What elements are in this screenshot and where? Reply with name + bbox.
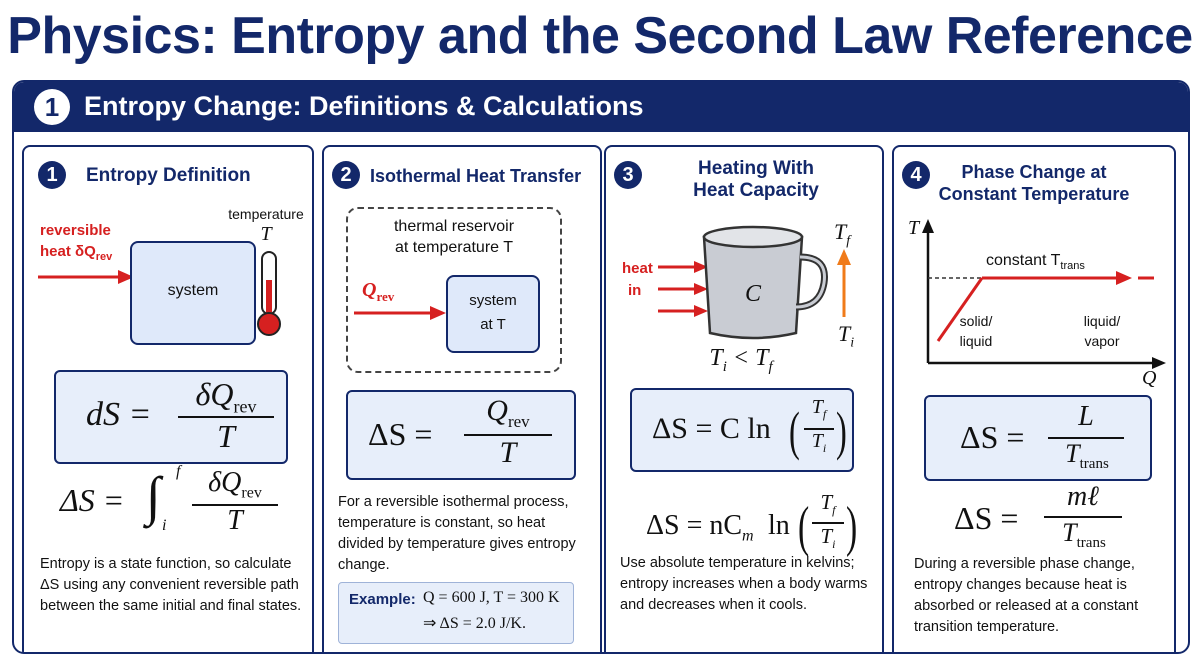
- system-label-2: at T: [480, 316, 506, 333]
- heat-label-sub: rev: [95, 251, 113, 263]
- x-axis-label: Q: [1142, 367, 1157, 389]
- panel-title-line2: Heat Capacity: [693, 180, 819, 201]
- heat-arrow-icon: [38, 267, 134, 287]
- integral-denominator: T: [227, 505, 243, 536]
- thermometer-icon: [254, 250, 284, 340]
- plateau-label: constant $T_{trans}$: [986, 252, 1085, 273]
- panel-isothermal: [322, 145, 602, 654]
- initial-temp-label: $T_i$: [838, 321, 855, 351]
- reservoir-label-1: thermal reservoir: [393, 218, 515, 235]
- section-number-badge: 1: [34, 89, 70, 125]
- system-label-1: system: [469, 292, 517, 309]
- phase-diagram-icon: [904, 217, 1169, 392]
- temperature-rise-arrow-icon: [834, 249, 854, 319]
- q-rev-label: $Q_{rev}$: [362, 279, 395, 304]
- example-label: Example:: [349, 591, 416, 608]
- formula-box-phase-change: [924, 395, 1152, 481]
- example-box: [338, 582, 574, 644]
- system-label: system: [167, 282, 219, 299]
- integral-lower: i: [162, 517, 167, 534]
- section-frame: [12, 80, 1190, 654]
- formula-second-numerator: mℓ: [1067, 481, 1099, 512]
- panel-description: Entropy is a state function, so calculate ΔS using any convenient reversible path between the same initial and final states.: [40, 556, 302, 614]
- formula-second-ln: ln: [768, 510, 790, 541]
- formula-second-denominator: $T_{trans}$: [1062, 518, 1106, 552]
- panel-number-badge: 3: [614, 161, 642, 189]
- formula-denominator: $T_{trans}$: [1065, 439, 1109, 473]
- formula-box-definition: [54, 370, 288, 464]
- paren-close: ): [846, 496, 858, 558]
- formula-second-numerator: $T_f$: [820, 490, 836, 518]
- temperature-symbol: T: [260, 223, 272, 245]
- panel-description: During a reversible phase change, entropy changes because heat is absorbed or released at a constant transition temperature.: [914, 556, 1139, 635]
- heat-in-label-2: in: [628, 282, 642, 299]
- heat-label: [40, 221, 111, 241]
- formula-lhs: ΔS =: [368, 416, 433, 452]
- system-box: [446, 275, 540, 353]
- formula-second-denominator: $T_i$: [820, 524, 836, 552]
- paren-open: (: [789, 401, 800, 461]
- reservoir-label-2: at temperature T: [395, 239, 513, 256]
- formula-denominator: T: [499, 436, 517, 469]
- formula-denominator: $T_i$: [811, 430, 827, 455]
- formula-box-heat-capacity: [630, 388, 854, 472]
- final-temp-label: $T_f$: [834, 219, 851, 249]
- formula-numerator: $Q_{rev}$: [486, 394, 530, 431]
- example-given: Q = 600 J, T = 300 K: [423, 589, 560, 606]
- panel-entropy-definition: [22, 145, 314, 654]
- panel-heat-capacity: [604, 145, 884, 654]
- temperature-label: temperature: [228, 206, 304, 222]
- example-result: ⇒ ΔS = 2.0 J/K.: [423, 615, 526, 632]
- formula-numerator: $\delta Q_{rev}$: [195, 376, 257, 417]
- formula-second-lhs: ΔS =: [954, 500, 1019, 536]
- formula-lhs: ΔS =: [960, 419, 1025, 455]
- temperature-relation: $T_i < T_f$: [709, 345, 773, 375]
- formula-lhs: ΔS = C ln: [652, 412, 771, 445]
- cup-icon: [698, 223, 848, 343]
- panel-title-line1: Heating With: [698, 158, 814, 179]
- section-title: Entropy Change: Definitions & Calculations: [84, 91, 644, 121]
- page-title: Physics: Entropy and the Second Law Reference: [7, 7, 1193, 65]
- panel-description: Use absolute temperature in kelvins; entropy increases when a body warms and decreases when it cools.: [620, 555, 868, 613]
- panel-phase-change: [892, 145, 1176, 654]
- integral-upper: f: [176, 463, 181, 480]
- formula-numerator: $T_f$: [811, 396, 827, 421]
- formula-numerator: L: [1078, 401, 1094, 432]
- heat-arrow-icon: [354, 303, 446, 323]
- formula-lhs: dS =: [86, 396, 152, 433]
- panel-description: For a reversible isothermal process, temperature is constant, so heat divided by temperature gives entropy change.: [338, 494, 576, 573]
- solid-liquid-label-1: solid/: [959, 313, 993, 329]
- y-axis-label: T: [908, 217, 920, 239]
- heat-label-line2: heat δQ: [40, 243, 96, 260]
- panel-number-badge: 4: [902, 161, 930, 189]
- liquid-vapor-label-1: liquid/: [1083, 313, 1121, 329]
- system-box: [130, 241, 256, 345]
- integral-sign: ∫: [146, 466, 161, 526]
- panel-number-badge: 1: [38, 161, 66, 189]
- panel-number-badge: 2: [332, 161, 360, 189]
- panel-title-line2: Constant Temperature: [938, 184, 1130, 204]
- panel-title: Isothermal Heat Transfer: [370, 166, 582, 186]
- heat-capacity-symbol: C: [745, 281, 762, 307]
- integral-lhs: ΔS =: [60, 482, 125, 518]
- liquid-vapor-label-2: vapor: [1084, 333, 1120, 349]
- panel-title-line1: Phase Change at: [961, 162, 1107, 182]
- formula-second-lhs: $\Delta S = nC_m$: [646, 510, 754, 545]
- section-banner: [14, 82, 1188, 132]
- formula-denominator: T: [217, 418, 235, 454]
- paren-open: (: [798, 496, 810, 558]
- integral-numerator: $\delta Q_{rev}$: [208, 467, 262, 502]
- heat-label-2: [40, 242, 112, 267]
- solid-liquid-label-2: liquid: [959, 333, 993, 349]
- heat-in-label-1: heat: [622, 260, 653, 277]
- heat-label-line1: reversible: [40, 222, 111, 239]
- panel-title: Entropy Definition: [86, 165, 251, 186]
- formula-box-isothermal: [346, 390, 576, 480]
- paren-close: ): [836, 401, 847, 461]
